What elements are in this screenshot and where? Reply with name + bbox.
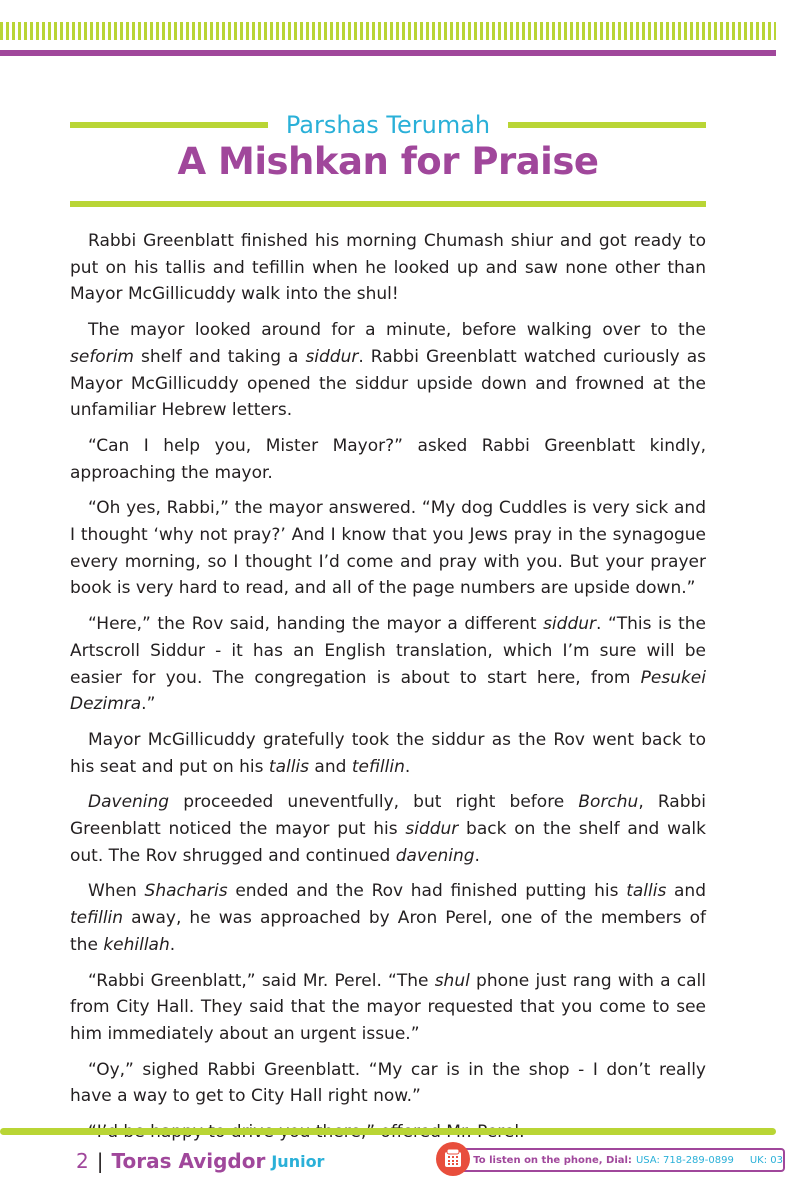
paragraph-text: shelf and taking a — [133, 346, 306, 367]
phone-label: To listen on the phone, Dial: — [473, 1154, 632, 1166]
italic-term: Shacharis — [144, 881, 228, 902]
story-paragraph — [70, 1057, 706, 1110]
italic-term: shul — [434, 970, 470, 991]
paragraph-text: The mayor looked around for a minute, before walking over to the — [88, 320, 706, 341]
paragraph-text: ended and the Rov had finished putting his — [227, 881, 627, 902]
italic-term: Borchu — [578, 792, 639, 813]
italic-term: tallis — [626, 881, 667, 902]
paragraph-text: . Rabbi Greenblatt watched curiously as Mayor McGillicuddy opened the siddur upside down and frowned at the unfamiliar Hebrew letters. — [70, 346, 706, 421]
parsha-name: Parshas Terumah — [285, 111, 491, 139]
top-tick-border — [0, 22, 776, 40]
italic-term: siddur — [405, 819, 459, 840]
header-left-line — [70, 122, 268, 128]
brand-sub: Junior — [271, 1151, 325, 1171]
paragraph-text: proceeded uneventfully, but right before — [169, 792, 579, 813]
paragraph-text: back on the shelf and walk out. The Rov shrugged and continued — [70, 819, 706, 866]
paragraph-text: “Oy,” sighed Rabbi Greenblatt. “My car is in the shop - I don’t really have a way to get to City Hall right now.” — [70, 1059, 706, 1107]
italic-term: tallis — [268, 756, 310, 777]
story-paragraph — [70, 789, 706, 869]
story-paragraph — [70, 727, 706, 780]
italic-term: davening — [395, 845, 475, 866]
italic-term: siddur — [543, 614, 597, 635]
paragraph-text: “Rabbi Greenblatt,” said Mr. Perel. “The — [88, 970, 435, 991]
top-purple-bar — [0, 50, 776, 56]
paragraph-text: Mayor McGillicuddy gratefully took the siddur as the Rov went back to his seat and put on his — [70, 729, 706, 777]
page-number: 2 — [76, 1149, 89, 1173]
paragraph-text: , Rabbi Greenblatt noticed the mayor put his — [70, 792, 706, 840]
story-paragraph — [70, 317, 706, 424]
page-title: A Mishkan for Praise — [177, 140, 599, 183]
paragraph-text: . — [404, 756, 411, 777]
story-paragraph — [70, 433, 706, 486]
parsha-header — [70, 108, 706, 142]
story-body — [70, 228, 706, 1155]
paragraph-text: When — [88, 881, 145, 902]
paragraph-text: . — [474, 845, 480, 866]
italic-term: Davening — [88, 792, 170, 813]
italic-term: Pesukei Dezimra — [70, 667, 706, 715]
italic-term: tefillin — [351, 756, 405, 777]
italic-term: seforim — [70, 346, 134, 367]
italic-term: kehillah — [103, 934, 170, 955]
paragraph-text: phone just rang with a call from City Hall. They said that the mayor requested that you come to see him immediately about an urgent issue.” — [70, 970, 707, 1044]
header-right-line — [508, 122, 706, 128]
paragraph-text: Rabbi Greenblatt finished his morning Chumash shiur and got ready to put on his tallis and tefillin when he looked up and saw none other than Mayor McGillicuddy walk into the shul! — [70, 231, 706, 305]
paragraph-text: . “This is the Artscroll Siddur - it has an English translation, which I’m sure will be easier for you. The congregation is about to start here, from — [70, 614, 706, 688]
brand-name: Toras Avigdor — [111, 1149, 266, 1173]
footer-separator: | — [96, 1149, 104, 1173]
phone-info — [455, 1148, 785, 1172]
italic-term: siddur — [305, 346, 359, 367]
story-paragraph — [70, 968, 706, 1048]
paragraph-text: “Can I help you, Mister Mayor?” asked Rabbi Greenblatt kindly, approaching the mayor. — [70, 435, 706, 483]
paragraph-text: “Oh yes, Rabbi,” the mayor answered. “My dog Cuddles is very sick and I thought ‘why not pray?’ And I know that you Jews pray in the synagogue every morning, so I thought I’d come and pray with you. But your prayer book is very hard to read, and all of the page numbers are upside down.” — [70, 498, 706, 599]
paragraph-text: away, he was approached by Aron Perel, one of the members of the — [70, 908, 706, 955]
italic-term: tefillin — [70, 908, 124, 929]
paragraph-text: .” — [141, 694, 156, 715]
phone-uk: UK: 03 — [749, 1154, 783, 1166]
story-paragraph — [70, 878, 706, 958]
title-underline — [70, 201, 706, 207]
story-paragraph — [70, 611, 706, 718]
phone-usa: USA: 718-289-0899 — [635, 1154, 734, 1166]
footer-rule — [0, 1128, 776, 1135]
paragraph-text: and — [309, 756, 352, 777]
paragraph-text: . — [169, 934, 176, 955]
paragraph-text: and — [666, 881, 706, 902]
story-paragraph — [70, 495, 706, 602]
footer-branding — [76, 1146, 324, 1176]
telephone-icon — [436, 1142, 470, 1176]
paragraph-text: “Here,” the Rov said, handing the mayor a different — [88, 614, 544, 635]
story-paragraph — [70, 228, 706, 308]
